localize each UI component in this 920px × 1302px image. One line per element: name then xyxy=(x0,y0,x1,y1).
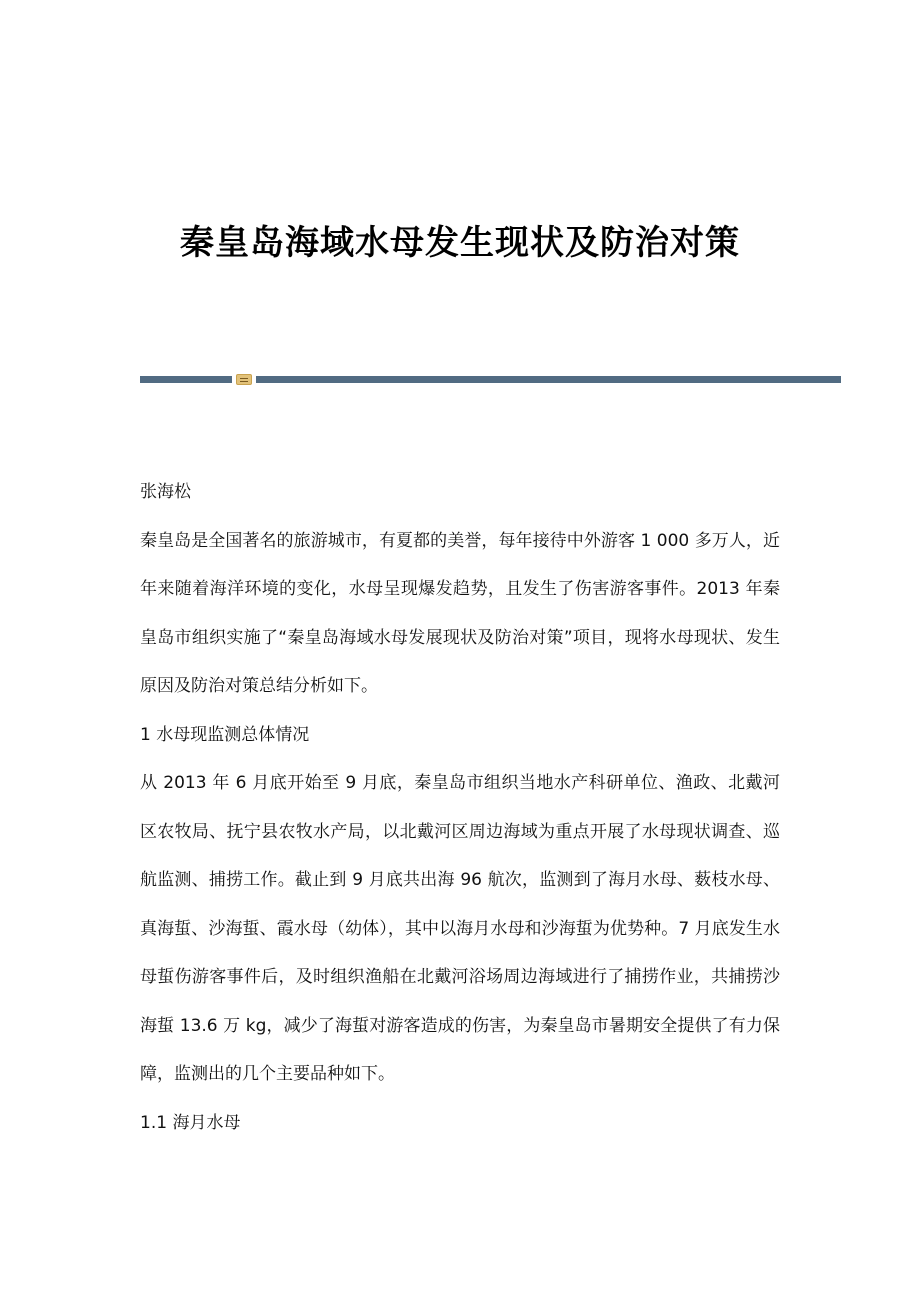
paragraph-monitoring: 从 2013 年 6 月底开始至 9 月底，秦皇岛市组织当地水产科研单位、渔政、北戴河区农牧局、抚宁县农牧水产局，以北戴河区周边海域为重点开展了水母现状调查、巡航监测、捕捞工作。截止到 9 月底共出海 96 航次，监测到了海月水母、薮枝水母、真海蜇、沙海蜇、霞水母（幼体），其中以海月水母和沙海蜇为优势种。7 月底发生水母蜇伤游客事件后，及时组织渔船在北戴河浴场周边海域进行了捕捞作业，共捕捞沙海蜇 13.6 万 kg，减少了海蜇对游客造成的伤害，为秦皇岛市暑期安全提供了有力保障，监测出的几个主要品种如下。 xyxy=(140,773,780,1084)
divider-bar-right xyxy=(256,376,841,383)
document-title: 秦皇岛海域水母发生现状及防治对策 xyxy=(180,223,740,263)
paragraph-intro: 秦皇岛是全国著名的旅游城市，有夏都的美誉，每年接待中外游客 1 000 多万人，近年来随着海洋环境的变化，水母呈现爆发趋势，且发生了伤害游客事件。2013 年秦皇岛市组织实施了“秦皇岛海域水母发展现状及防治对策”项目，现将水母现状、发生原因及防治对策总结分析如下。 xyxy=(140,530,780,696)
section-heading-1-1: 1.1 海月水母 xyxy=(140,1112,241,1133)
section-heading-1: 1 水母现监测总体情况 xyxy=(140,724,310,745)
document-body xyxy=(140,468,780,1147)
title-divider xyxy=(140,374,841,385)
author-name: 张海松 xyxy=(140,482,191,502)
divider-bar-left xyxy=(140,376,232,383)
document-icon xyxy=(236,374,252,385)
